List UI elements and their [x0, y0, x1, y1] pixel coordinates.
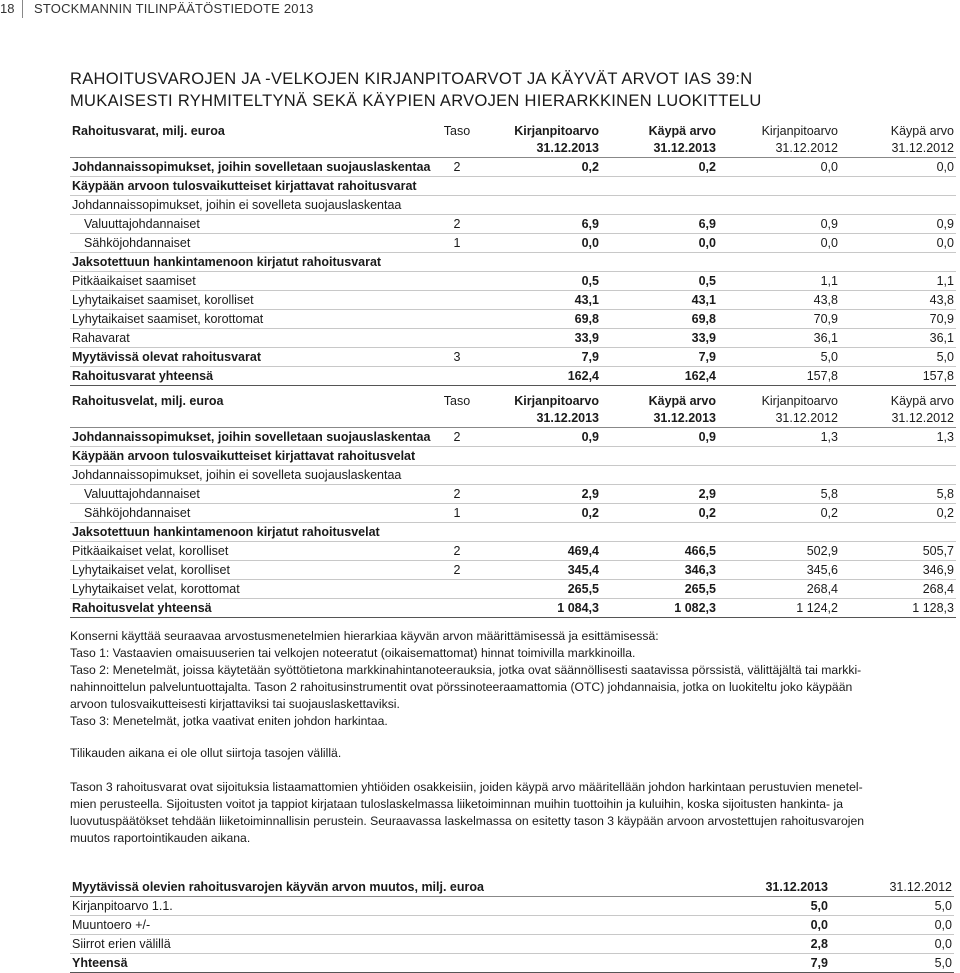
value-book-2012: 70,9 [718, 310, 840, 329]
value-fair-2013 [601, 466, 718, 485]
header-taso: Taso [432, 122, 480, 158]
value-book-2013: 0,0 [480, 234, 601, 253]
value-fair-2012: 346,9 [840, 561, 956, 580]
value-book-2013 [480, 466, 601, 485]
row-taso: 3 [432, 348, 480, 367]
row-label: Käypään arvoon tulosvaikutteiset kirjattavat rahoitusvarat [70, 177, 432, 196]
table-row [70, 542, 956, 561]
row-taso [432, 272, 480, 291]
table-row [70, 272, 956, 291]
value-fair-2012: 43,8 [840, 291, 956, 310]
value-fair-2013: 69,8 [601, 310, 718, 329]
row-label: Johdannaissopimukset, joihin sovelletaan suojauslaskentaa [70, 428, 432, 447]
value-book-2012: 157,8 [718, 367, 840, 386]
row-taso [432, 367, 480, 386]
value-fair-2013: 265,5 [601, 580, 718, 599]
row-taso: 2 [432, 561, 480, 580]
value-fair-2012: 505,7 [840, 542, 956, 561]
row-label: Kirjanpitoarvo 1.1. [70, 897, 706, 916]
financial-assets-body [70, 158, 956, 386]
row-label: Siirrot erien välillä [70, 935, 706, 954]
table-row [70, 177, 956, 196]
row-taso [432, 466, 480, 485]
value-book-2013: 2,9 [480, 485, 601, 504]
table-row [70, 348, 956, 367]
table-row [70, 466, 956, 485]
header-fair-value-2013: Käypä arvo 31.12.2013 [601, 122, 718, 158]
value-book-2012: 0,0 [718, 158, 840, 177]
table-row [70, 291, 956, 310]
note-line: luovutuspäätökset tehdään liiketoiminnallisin perustein. Seuraavassa laskelmassa on esitetty tason 3 käypään arvoon arvostettujen rahoitusvarojen [70, 814, 865, 828]
row-label: Valuuttajohdannaiset [70, 485, 432, 504]
value-book-2013: 0,9 [480, 428, 601, 447]
value-book-2012: 36,1 [718, 329, 840, 348]
header-divider [22, 0, 23, 18]
value-2012: 0,0 [830, 935, 954, 954]
row-label: Jaksotettuun hankintamenoon kirjatut rahoitusvelat [70, 523, 432, 542]
note-line: Konserni käyttää seuraavaa arvostusmenetelmien hierarkiaa käyvän arvon määrittämisessä ja esittämisessä: [70, 629, 659, 643]
value-fair-2012: 157,8 [840, 367, 956, 386]
table-row [70, 310, 956, 329]
value-fair-2012: 5,0 [840, 348, 956, 367]
row-label: Myytävissä olevat rahoitusvarat [70, 348, 432, 367]
value-fair-2012 [840, 447, 956, 466]
section-title-line-1: RAHOITUSVAROJEN JA -VELKOJEN KIRJANPITOARVOT JA KÄYVÄT ARVOT IAS 39:N [70, 70, 753, 88]
row-label: Käypään arvoon tulosvaikutteiset kirjattavat rahoitusvelat [70, 447, 432, 466]
table-row [70, 485, 956, 504]
financial-liabilities-table [70, 392, 956, 618]
value-book-2013 [480, 447, 601, 466]
level3-movement-header [70, 878, 954, 897]
value-book-2013: 469,4 [480, 542, 601, 561]
row-label: Rahoitusvarat yhteensä [70, 367, 432, 386]
note-line: Tason 3 rahoitusvarat ovat sijoituksia listaamattomien yhtiöiden osakkeisiin, joiden käypä arvo määritellään johdon harkintaan perustuvien menetel- [70, 780, 863, 794]
value-book-2012: 345,6 [718, 561, 840, 580]
section-title [70, 68, 762, 112]
row-label: Pitkäaikaiset saamiset [70, 272, 432, 291]
table-row [70, 599, 956, 618]
value-book-2012 [718, 466, 840, 485]
row-taso: 2 [432, 485, 480, 504]
row-taso [432, 447, 480, 466]
row-taso: 1 [432, 504, 480, 523]
value-book-2013: 265,5 [480, 580, 601, 599]
value-2013: 5,0 [706, 897, 830, 916]
financial-liabilities-header [70, 392, 956, 428]
value-book-2013: 43,1 [480, 291, 601, 310]
value-fair-2013: 466,5 [601, 542, 718, 561]
value-fair-2012 [840, 466, 956, 485]
note-line: Taso 3: Menetelmät, jotka vaativat eniten johdon harkintaa. [70, 714, 388, 728]
value-fair-2013: 162,4 [601, 367, 718, 386]
header-label: Rahoitusvelat, milj. euroa [70, 392, 432, 428]
value-book-2013: 6,9 [480, 215, 601, 234]
value-fair-2013: 2,9 [601, 485, 718, 504]
value-fair-2013 [601, 447, 718, 466]
value-fair-2012: 70,9 [840, 310, 956, 329]
valuation-hierarchy-notes [70, 628, 950, 730]
value-book-2013: 345,4 [480, 561, 601, 580]
value-book-2013: 162,4 [480, 367, 601, 386]
value-book-2013: 69,8 [480, 310, 601, 329]
value-fair-2012: 1,3 [840, 428, 956, 447]
row-label: Sähköjohdannaiset [70, 234, 432, 253]
row-taso [432, 196, 480, 215]
value-fair-2013 [601, 177, 718, 196]
value-fair-2012: 5,8 [840, 485, 956, 504]
row-taso [432, 310, 480, 329]
note-line: nahinnoittelun palveluntuottajalta. Tason 2 rahoitusinstrumentit ovat pörssinoteeraamattomia (OTC) johdannaisia, jotka on luokiteltu joko käypään [70, 680, 853, 694]
row-label: Rahoitusvelat yhteensä [70, 599, 432, 618]
row-label: Johdannaissopimukset, joihin ei sovelleta suojauslaskentaa [70, 466, 432, 485]
value-book-2012: 5,8 [718, 485, 840, 504]
value-fair-2013: 0,0 [601, 234, 718, 253]
note-line: mien perusteella. Sijoitusten voitot ja tappiot kirjataan tuloslaskelmassa liiketoiminnan muihin tuottoihin ja kuluihin, koska sijoitusten hankinta- ja [70, 797, 843, 811]
value-2013: 2,8 [706, 935, 830, 954]
header-fair-value-2012: Käypä arvo 31.12.2012 [840, 392, 956, 428]
row-taso: 2 [432, 542, 480, 561]
value-book-2013 [480, 196, 601, 215]
header-fair-value-2013: Käypä arvo 31.12.2013 [601, 392, 718, 428]
row-label: Muuntoero +/- [70, 916, 706, 935]
header-fair-value-2012: Käypä arvo 31.12.2012 [840, 122, 956, 158]
table-row [70, 329, 956, 348]
value-book-2013 [480, 253, 601, 272]
page-number: 18 [0, 1, 15, 16]
table-row [70, 897, 954, 916]
row-label: Johdannaissopimukset, joihin sovelletaan suojauslaskentaa [70, 158, 432, 177]
table-row [70, 234, 956, 253]
row-label: Rahavarat [70, 329, 432, 348]
table-row [70, 916, 954, 935]
table-row [70, 215, 956, 234]
note-line: Taso 1: Vastaavien omaisuuserien tai velkojen noteeratut (oikaisemattomat) hinnat toimivilla markkinoilla. [70, 646, 636, 660]
value-fair-2013: 0,5 [601, 272, 718, 291]
value-fair-2013: 0,9 [601, 428, 718, 447]
table-row [70, 196, 956, 215]
document-title: STOCKMANNIN TILINPÄÄTÖSTIEDOTE 2013 [34, 1, 314, 16]
row-taso: 2 [432, 428, 480, 447]
value-fair-2013: 33,9 [601, 329, 718, 348]
table-row [70, 561, 956, 580]
row-taso: 1 [432, 234, 480, 253]
table-row [70, 447, 956, 466]
row-taso [432, 599, 480, 618]
note-line: Taso 2: Menetelmät, joissa käytetään syöttötietona markkinahintanoteerauksia, jotka ovat säännöllisesti saatavissa pörssistä, välittäjältä tai markki- [70, 663, 862, 677]
transfers-note: Tilikauden aikana ei ole ollut siirtoja tasojen välillä. [70, 746, 342, 760]
value-2012: 5,0 [830, 897, 954, 916]
row-label: Sähköjohdannaiset [70, 504, 432, 523]
value-book-2012: 5,0 [718, 348, 840, 367]
financial-assets-table [70, 122, 956, 386]
row-taso: 2 [432, 158, 480, 177]
value-book-2012: 0,9 [718, 215, 840, 234]
note-line: muutos raportointikauden aikana. [70, 831, 251, 845]
value-book-2012: 0,2 [718, 504, 840, 523]
row-label: Lyhytaikaiset saamiset, korottomat [70, 310, 432, 329]
value-fair-2012: 0,0 [840, 234, 956, 253]
row-taso [432, 177, 480, 196]
row-taso [432, 580, 480, 599]
value-fair-2013: 346,3 [601, 561, 718, 580]
value-book-2013: 0,2 [480, 158, 601, 177]
row-label: Pitkäaikaiset velat, korolliset [70, 542, 432, 561]
value-2012: 5,0 [830, 954, 954, 973]
header-taso: Taso [432, 392, 480, 428]
table-row [70, 158, 956, 177]
row-label: Yhteensä [70, 954, 706, 973]
value-fair-2012 [840, 253, 956, 272]
value-fair-2012: 0,2 [840, 504, 956, 523]
financial-assets-header [70, 122, 956, 158]
table-row [70, 504, 956, 523]
value-book-2013: 1 084,3 [480, 599, 601, 618]
value-2012: 0,0 [830, 916, 954, 935]
row-taso [432, 329, 480, 348]
value-fair-2012: 1,1 [840, 272, 956, 291]
table-row [70, 580, 956, 599]
value-book-2012 [718, 447, 840, 466]
value-fair-2012 [840, 523, 956, 542]
value-fair-2012 [840, 177, 956, 196]
value-book-2013: 33,9 [480, 329, 601, 348]
value-book-2012: 1 124,2 [718, 599, 840, 618]
row-label: Jaksotettuun hankintamenoon kirjatut rahoitusvarat [70, 253, 432, 272]
value-fair-2013: 1 082,3 [601, 599, 718, 618]
row-taso [432, 253, 480, 272]
header-book-value-2012: Kirjanpitoarvo 31.12.2012 [718, 392, 840, 428]
value-book-2012 [718, 196, 840, 215]
value-fair-2013: 0,2 [601, 504, 718, 523]
value-fair-2013 [601, 196, 718, 215]
value-fair-2013 [601, 253, 718, 272]
financial-liabilities-body [70, 428, 956, 618]
value-book-2013 [480, 177, 601, 196]
movement-header-2012: 31.12.2012 [830, 878, 954, 897]
movement-header-2013: 31.12.2013 [706, 878, 830, 897]
value-fair-2013: 43,1 [601, 291, 718, 310]
value-2013: 7,9 [706, 954, 830, 973]
table-row [70, 367, 956, 386]
value-book-2013 [480, 523, 601, 542]
value-fair-2013: 6,9 [601, 215, 718, 234]
value-book-2012: 502,9 [718, 542, 840, 561]
page-header [0, 0, 960, 22]
value-book-2013: 0,2 [480, 504, 601, 523]
value-fair-2012: 0,9 [840, 215, 956, 234]
value-2013: 0,0 [706, 916, 830, 935]
value-fair-2012: 268,4 [840, 580, 956, 599]
value-book-2012: 0,0 [718, 234, 840, 253]
value-book-2013: 7,9 [480, 348, 601, 367]
value-book-2013: 0,5 [480, 272, 601, 291]
value-book-2012: 1,3 [718, 428, 840, 447]
value-book-2012: 43,8 [718, 291, 840, 310]
row-taso [432, 523, 480, 542]
level3-note [70, 779, 950, 847]
table-row [70, 523, 956, 542]
value-book-2012 [718, 523, 840, 542]
value-book-2012: 1,1 [718, 272, 840, 291]
movement-header-label: Myytävissä olevien rahoitusvarojen käyvän arvon muutos, milj. euroa [70, 878, 706, 897]
table-row [70, 954, 954, 973]
row-label: Johdannaissopimukset, joihin ei sovelleta suojauslaskentaa [70, 196, 432, 215]
row-taso [432, 291, 480, 310]
note-line: arvoon tulosvaikutteisesti kirjattaviksi tai suojauslaskettaviksi. [70, 697, 400, 711]
value-fair-2013: 7,9 [601, 348, 718, 367]
table-row [70, 253, 956, 272]
table-row [70, 935, 954, 954]
level3-movement-table [70, 878, 954, 973]
table-row [70, 428, 956, 447]
header-book-value-2012: Kirjanpitoarvo 31.12.2012 [718, 122, 840, 158]
value-fair-2013 [601, 523, 718, 542]
section-title-line-2: MUKAISESTI RYHMITELTYNÄ SEKÄ KÄYPIEN ARVOJEN HIERARKKINEN LUOKITTELU [70, 92, 762, 110]
value-book-2012: 268,4 [718, 580, 840, 599]
value-fair-2012: 1 128,3 [840, 599, 956, 618]
value-book-2012 [718, 253, 840, 272]
value-fair-2012 [840, 196, 956, 215]
row-label: Lyhytaikaiset velat, korolliset [70, 561, 432, 580]
row-label: Valuuttajohdannaiset [70, 215, 432, 234]
header-book-value-2013: Kirjanpitoarvo 31.12.2013 [480, 122, 601, 158]
row-label: Lyhytaikaiset saamiset, korolliset [70, 291, 432, 310]
value-book-2012 [718, 177, 840, 196]
row-taso: 2 [432, 215, 480, 234]
value-fair-2012: 0,0 [840, 158, 956, 177]
value-fair-2013: 0,2 [601, 158, 718, 177]
header-label: Rahoitusvarat, milj. euroa [70, 122, 432, 158]
header-book-value-2013: Kirjanpitoarvo 31.12.2013 [480, 392, 601, 428]
level3-movement-body [70, 897, 954, 973]
row-label: Lyhytaikaiset velat, korottomat [70, 580, 432, 599]
value-fair-2012: 36,1 [840, 329, 956, 348]
